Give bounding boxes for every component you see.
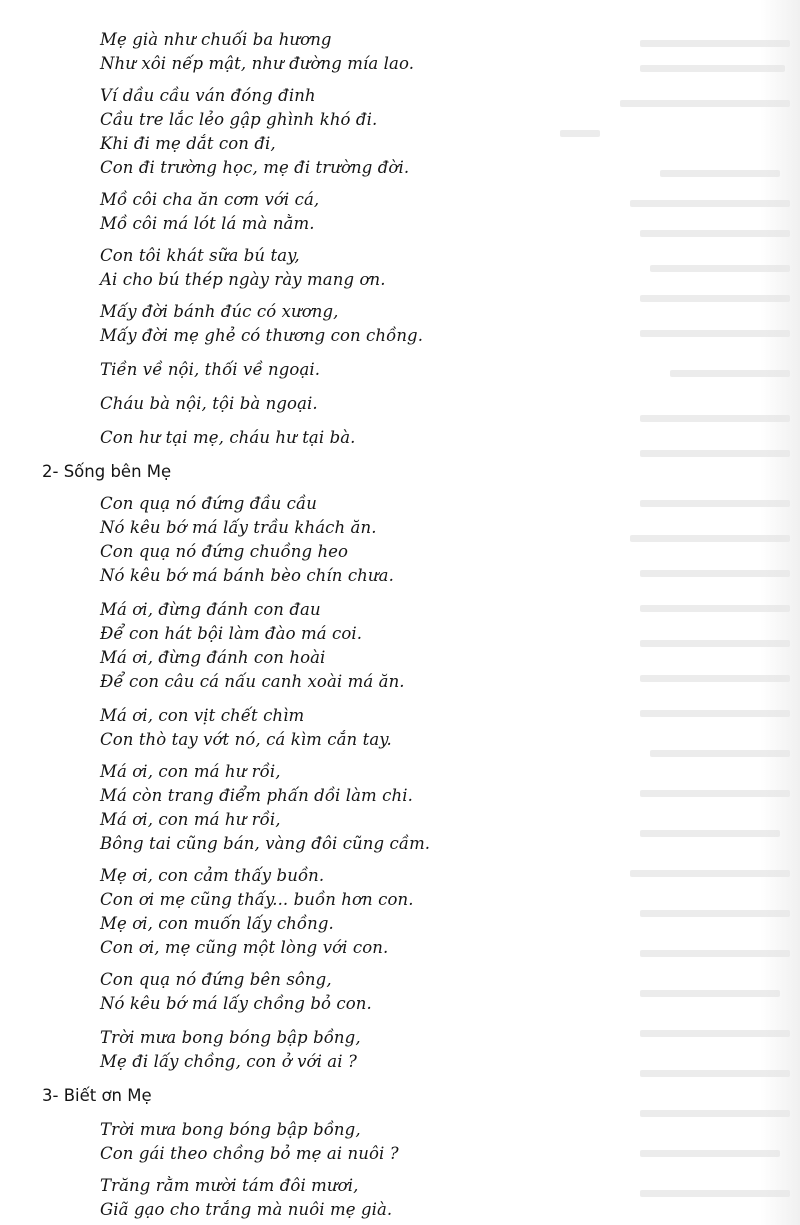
verse-line: Mẹ ơi, con cảm thấy buồn. — [100, 866, 325, 885]
verse-line: Ai cho bú thép ngày rày mang ơn. — [100, 270, 386, 289]
verse-line: Trời mưa bong bóng bập bồng, — [100, 1120, 361, 1139]
verse-line: Bông tai cũng bán, vàng đôi cũng cầm. — [100, 834, 431, 853]
verse-line: Con hư tại mẹ, cháu hư tại bà. — [100, 428, 356, 447]
verse-line: Cầu tre lắc lẻo gập ghình khó đi. — [100, 110, 378, 129]
verse-line: Má ơi, con vịt chết chìm — [100, 706, 305, 725]
verse-line: Con quạ nó đứng đầu cầu — [100, 494, 317, 513]
verse-line: Để con câu cá nấu canh xoài má ăn. — [100, 672, 405, 691]
verse-line: Giã gạo cho trắng mà nuôi mẹ già. — [100, 1200, 393, 1219]
verse-line: Má còn trang điểm phấn dồi làm chi. — [100, 786, 413, 805]
verse-line: Con thò tay vớt nó, cá kìm cắn tay. — [100, 730, 392, 749]
verse-line: Cháu bà nội, tội bà ngoại. — [100, 394, 318, 413]
verse-line: Như xôi nếp mật, như đường mía lao. — [100, 54, 415, 73]
verse-line: Con quạ nó đứng bên sông, — [100, 970, 332, 989]
verse-line: Mấy đời bánh đúc có xương, — [100, 302, 339, 321]
verse-line: Ví dầu cầu ván đóng đinh — [100, 86, 316, 105]
verse-line: Mẹ già như chuối ba hương — [100, 30, 332, 49]
verse-line: Mồ côi má lót lá mà nằm. — [100, 214, 315, 233]
verse-line: Má ơi, con má hư rồi, — [100, 762, 281, 781]
verse-line: Má ơi, đừng đánh con đau — [100, 600, 321, 619]
verse-line: Mẹ ơi, con muốn lấy chồng. — [100, 914, 334, 933]
verse-line: Con đi trường học, mẹ đi trường đời. — [100, 158, 410, 177]
verse-line: Nó kêu bớ má bánh bèo chín chưa. — [100, 566, 394, 585]
reverse-page-bleed-through — [540, 30, 800, 1210]
verse-line: Trời mưa bong bóng bập bồng, — [100, 1028, 361, 1047]
verse-line: Con quạ nó đứng chuồng heo — [100, 542, 349, 561]
verse-line: Tiền về nội, thối về ngoại. — [100, 360, 321, 379]
verse-line: Trăng rằm mười tám đôi mươi, — [100, 1176, 359, 1195]
verse-line: Khi đi mẹ dắt con đi, — [100, 134, 276, 153]
verse-line: Mấy đời mẹ ghẻ có thương con chồng. — [100, 326, 424, 345]
verse-line: Để con hát bội làm đào má coi. — [100, 624, 363, 643]
verse-line: Má ơi, đừng đánh con hoài — [100, 648, 326, 667]
page-edge-shadow — [760, 0, 800, 1225]
verse-line: Mồ côi cha ăn cơm với cá, — [100, 190, 320, 209]
verse-line: Con ơi, mẹ cũng một lòng với con. — [100, 938, 389, 957]
verse-line: Má ơi, con má hư rồi, — [100, 810, 281, 829]
section-heading: 3- Biết ơn Mẹ — [42, 1086, 152, 1105]
verse-line: Con ơi mẹ cũng thấy... buồn hơn con. — [100, 890, 414, 909]
verse-line: Mẹ đi lấy chồng, con ở với ai ? — [100, 1052, 357, 1071]
section-heading: 2- Sống bên Mẹ — [42, 462, 172, 481]
verse-line: Con gái theo chồng bỏ mẹ ai nuôi ? — [100, 1144, 399, 1163]
verse-line: Con tôi khát sữa bú tay, — [100, 246, 300, 265]
verse-line: Nó kêu bớ má lấy trầu khách ăn. — [100, 518, 377, 537]
verse-line: Nó kêu bớ má lấy chồng bỏ con. — [100, 994, 372, 1013]
